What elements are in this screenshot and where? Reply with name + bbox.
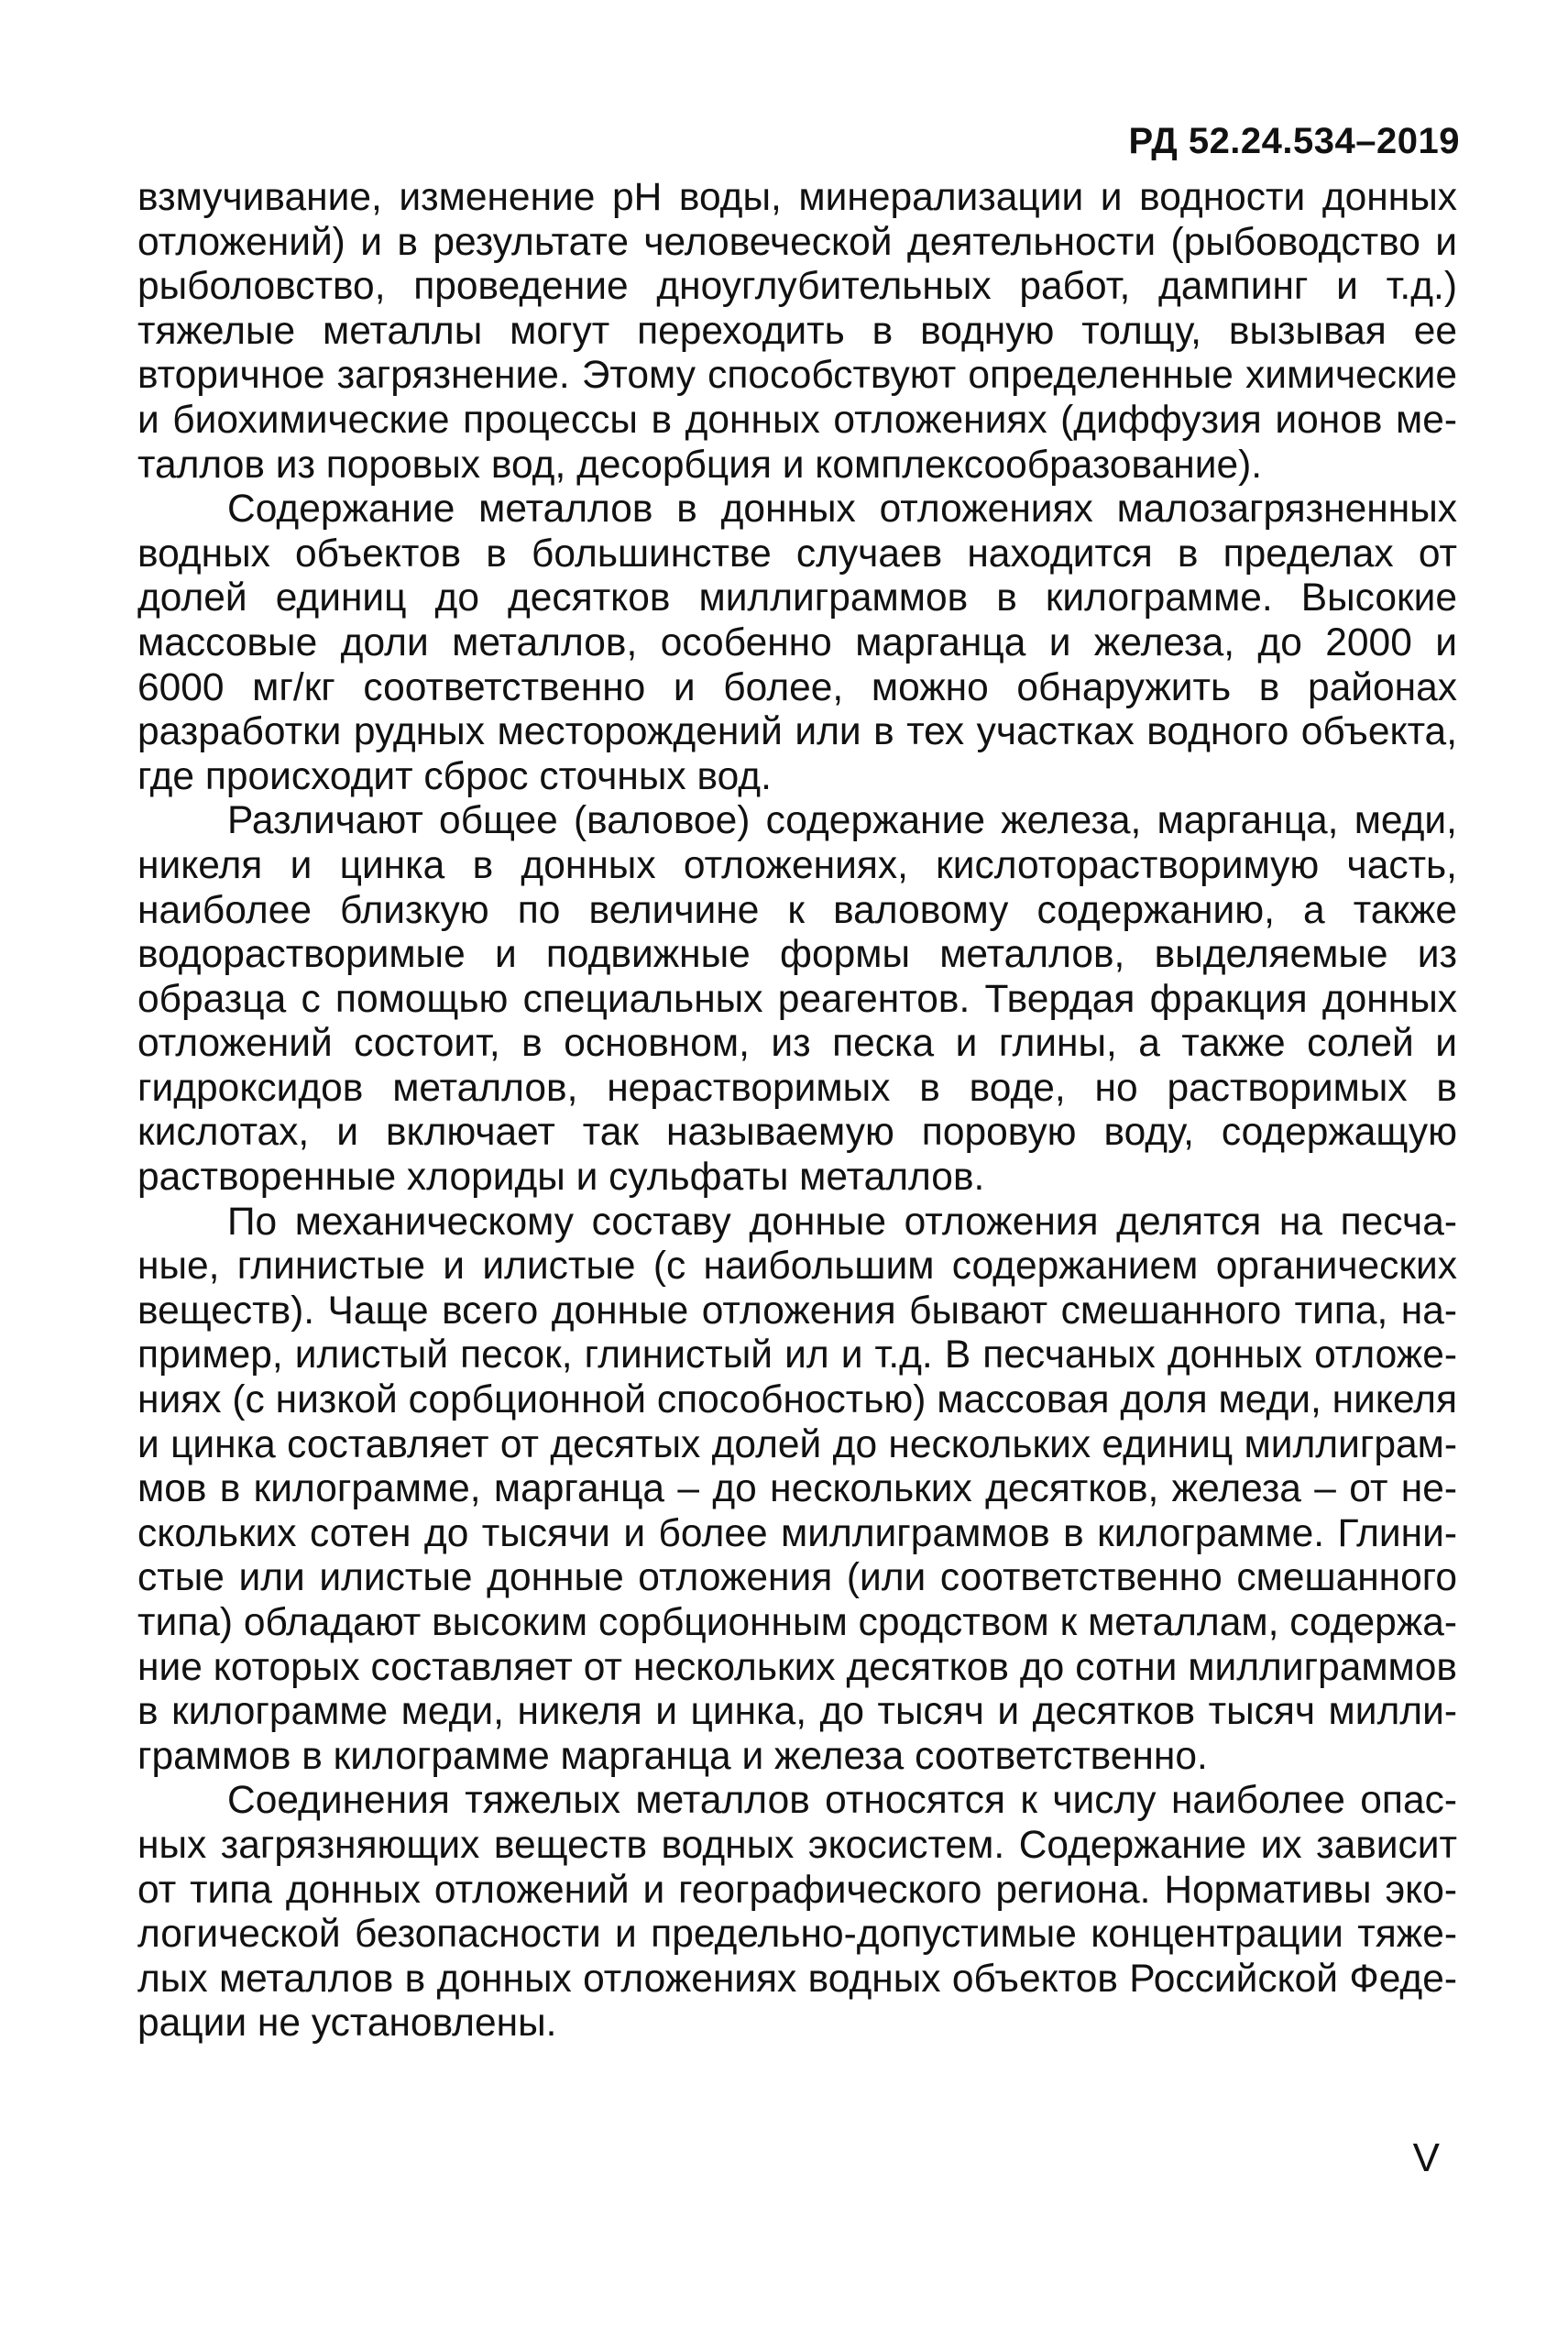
body-text [137,176,1457,2046]
paragraph-heavy-metals: Соединения тяжелых металлов относятся к числу наиболее опасных загрязняющих веществ водных экосистем. Содержание их зависит от типа донных отложений и географического региона. Нормативы экологической безопасности и предельно-допустимые концентрации тяжелых металлов в донных отложениях водных объектов Российской Федерации не установлены. [137,1779,1457,2046]
paragraph-metal-forms: Различают общее (валовое) содержание железа, марганца, меди, никеля и цинка в донных отложениях, кислоторастворимую часть, наиболее близкую по величине к валовому содержанию, а также водорастворимые и подвижные формы металлов, выделяемые из образца с помощью специальных реагентов. Твердая фракция донных отложений состоит, в основном, из песка и глины, а также солей и гидроксидов металлов, нерастворимых в воде, но растворимых в кислотах, и включает так называемую поровую воду, содержащую растворенные хлориды и сульфаты металлов. [137,799,1457,1200]
paragraph-continuation: взмучивание, изменение pH воды, минерализации и водности донных отложений) и в результате человеческой деятельности (рыбоводство и рыболовство, проведение дноуглубительных работ, дампинг и т.д.) тяжелые металлы могут переходить в водную толщу, вызывая ее вторичное загрязнение. Этому способствуют определенные химические и биохимические процессы в донных отложениях (диффузия ионов металлов из поровых вод, десорбция и комплексообразование). [137,176,1457,487]
paragraph-metal-content: Содержание металлов в донных отложениях малозагрязненных водных объектов в большинстве случаев находится в пределах от долей единиц до десятков миллиграммов в килограмме. Высокие массовые доли металлов, особенно марганца и железа, до 2000 и 6000 мг/кг соответственно и более, можно обнаружить в районах разработки рудных месторождений или в тех участках водного объекта, где происходит сброс сточных вод. [137,488,1457,798]
document-code-header: РД 52.24.534–2019 [1128,121,1460,161]
page-number: V [1412,2135,1440,2180]
paragraph-sediment-composition: По механическому составу донные отложения делятся на песчаные, глинистые и илистые (с наибольшим содержанием органических веществ). Чаще всего донные отложения бывают смешанного типа, например, илистый песок, глинистый ил и т.д. В песчаных донных отложениях (с низкой сорбционной способностью) массовая доля меди, никеля и цинка составляет от десятых долей до нескольких единиц миллиграммов в килограмме, марганца – до нескольких десятков, железа – от нескольких сотен до тысячи и более миллиграммов в килограмме. Глинистые или илистые донные отложения (или соответственно смешанного типа) обладают высоким сорбционным сродством к металлам, содержание которых составляет от нескольких десятков до сотни миллиграммов в килограмме меди, никеля и цинка, до тысяч и десятков тысяч миллиграммов в килограмме марганца и железа соответственно. [137,1200,1457,1778]
